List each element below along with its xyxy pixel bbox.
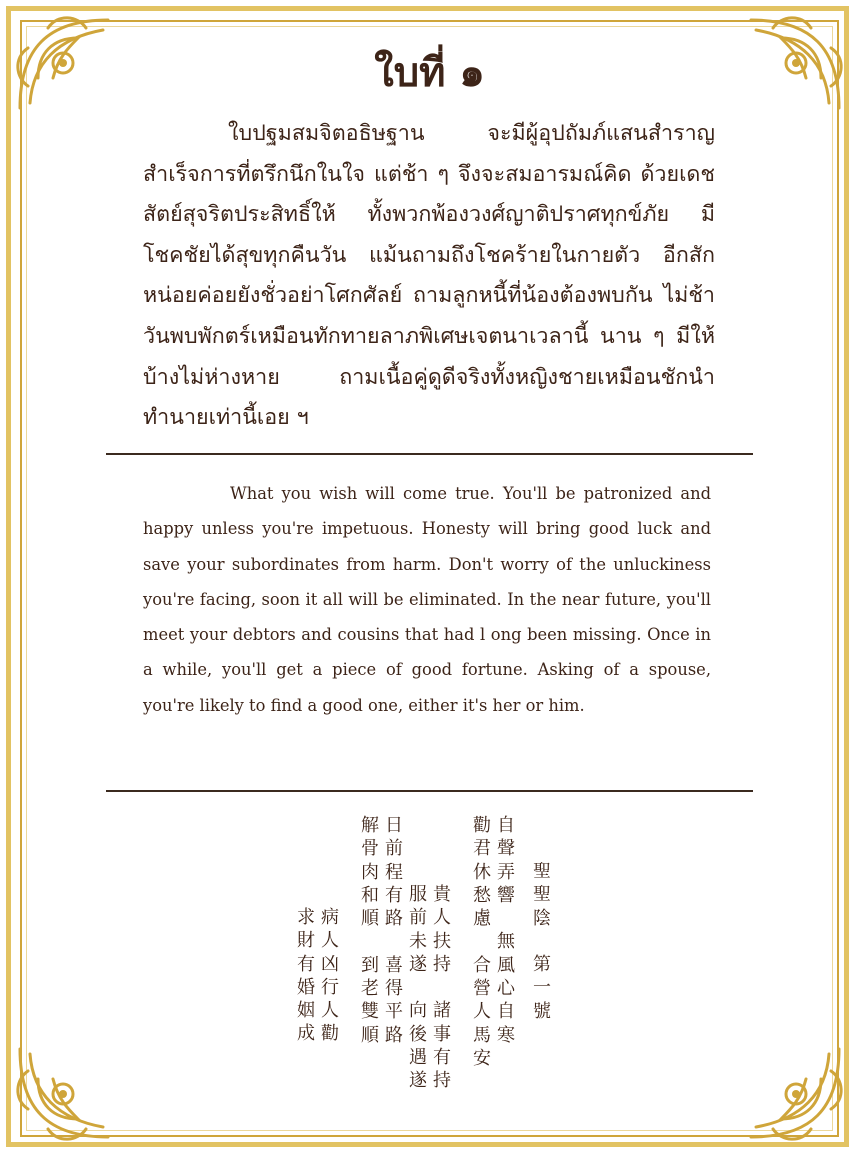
chinese-column-2: 自 聲 弄 響 無 風 心 自 寒 — [497, 815, 515, 1046]
chinese-column-9: 求 財 有 婚 姻 成 — [297, 907, 315, 1045]
corner-ornament-bottom-right — [741, 1039, 851, 1149]
chinese-column-1: 聖 聖 陰 第 一 號 — [533, 861, 551, 1022]
chinese-column-5: 服 前 未 遂 向 後 遇 遂 — [409, 884, 427, 1092]
chinese-column-6: 日 前 程 有 路 喜 得 平 路 — [385, 815, 403, 1046]
chinese-column-7: 解 骨 肉 和 順 到 老 雙 順 — [361, 815, 379, 1046]
chinese-column-8: 病 人 凶 行 人 勸 — [321, 907, 339, 1045]
chinese-column-4: 貴 人 扶 持 諸 事 有 持 — [433, 884, 451, 1092]
english-paragraph: What you wish will come true. You'll be patronized and happy unless you're impetuous. Honesty will bring good luck and save your subordinates from harm. Don't worry of the unluckiness you're facing, soon it all will be eliminated. In the near future, you'll meet your debtors and cousins that had l ong been missing. Once in a while, you'll get a piece of good fortune. Asking of a spouse, you're likely to find a good one, either it's her or him. — [143, 484, 711, 715]
page-title: ใบที่ ๑ — [374, 49, 485, 96]
corner-ornament-bottom-left — [8, 1039, 118, 1149]
thai-verse-paragraph: ใบปฐมสมจิตอธิษฐาน จะมีผู้อุปถัมภ์แสนสำราญ สำเร็จการที่ตรึกนึกในใจ แต่ช้า ๆ จึงจะสมอารมณ์คิด ด้วยเดชสัตย์สุจริตประสิทธิ์ให้ ทั้งพวกพ้องวงศ์ญาติปราศทุกข์ภัย มีโชคชัยได้สุขทุกคืนวัน แม้นถามถึงโชคร้ายในกายตัว อีกสักหน่อยค่อยยังชั่วอย่าโศกศัลย์ ถามลูกหนี้ที่น้องต้องพบกัน ไม่ช้าวันพบพักตร์เหมือนทักทายลาภพิเศษเจตนาเวลานี้ นาน ๆ มีให้บ้างไม่ห่างหาย ถามเนื้อคู่ดูดีจริงทั้งหญิงชายเหมือนชักนำทำนายเท่านี้เอย ฯ — [143, 121, 715, 431]
chinese-column-3: 勸 君 休 愁 慮 合 營 人 馬 安 — [473, 815, 491, 1069]
thai-verse — [143, 114, 715, 439]
english-translation — [143, 476, 711, 723]
divider-bottom — [106, 790, 753, 792]
divider-top — [106, 453, 753, 455]
